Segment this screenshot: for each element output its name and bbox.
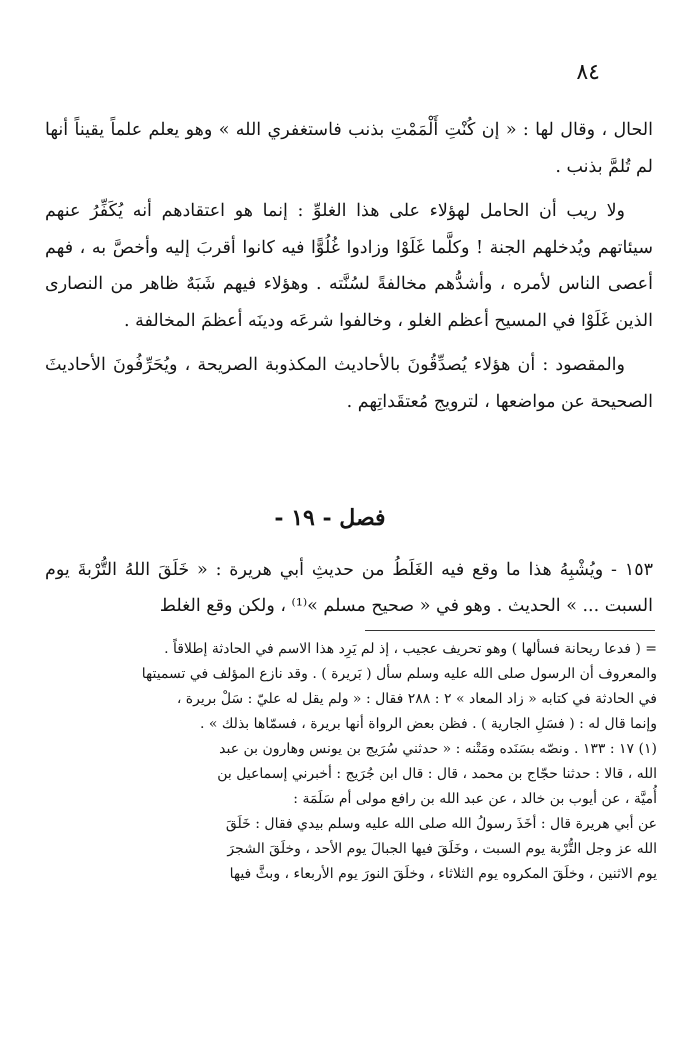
footnotes: [45, 637, 657, 887]
footnote-line: أُميَّة ، عن أيوب بن خالد ، عن عبد الله بن رافع مولى أم سَلَمَة :: [293, 791, 657, 807]
footnote-line: = ( فدعا ريحانة فسألها ) وهو تحريف عجيب ، إذ لم يَرِد هذا الاسم في الحادثة إطلاقاً .: [164, 641, 657, 657]
footnote-divider: [365, 630, 655, 631]
paragraph: ١٥٣ - ويُشْبِهُ هذا ما وقع فيه الغَلَطُ من حديثِ أبي هريرة : « خَلَقَ اللهُ التُّرْبةَ يوم السبت ... » الحديث . وهو في « صحيح مسلم »⁽¹⁾ ، ولكن وقع الغلط: [45, 560, 653, 616]
footnote-line: الله ، قالا : حدثنا حجّاج بن محمد ، قال : قال ابن جُرَيج : أخبرني إسماعيل بن: [217, 766, 657, 782]
footnote-line: يوم الاثنين ، وخلَقَ المكروه يوم الثلاثاء ، وخلَقَ النورَ يوم الأربعاء ، وبثَّ فيها: [229, 866, 657, 882]
footnote-line: وإنما قال له : ( فسَلِ الجارية ) . فظن بعض الرواة أنها بريرة ، فسمّاها بذلك » .: [199, 716, 657, 732]
footnote-line: (١) ١٧ : ١٣٣ . ونصّه بسَنَده ومَتْنه : « حدثني سُرَيج بن يونس وهارون بن عبد: [219, 741, 657, 757]
page-number: ٨٤: [576, 60, 600, 85]
paragraph: ولا ريب أن الحامل لهؤلاء على هذا الغلوِّ : إنما هو اعتقادهم أنه يُكَفِّرُ عنهم سيئاتهم ويُدخلهم الجنة ! وكلَّما غَلَوْا وزادوا غُلُوًّا فيه كانوا أقربَ إليه وأخصَّ به ، فهم أعصى الناس لأمره ، وأشدُّهم مخالفةً لسُنَّته . وهؤلاء فيهم شَبَهٌ ظاهر من النصارى الذين غَلَوْا في المسيح أعظم الغلو ، وخالفوا شرعَه ودينَه أعظمَ المخالفة .: [45, 201, 653, 331]
section-heading: فصل - ١٩ -: [274, 505, 386, 531]
paragraph: والمقصود : أن هؤلاء يُصدِّقُونَ بالأحاديث المكذوبة الصريحة ، ويُحَرِّفُونَ الأحاديثَ الصحيحة عن مواضعها ، لترويج مُعتقَداتِهم .: [45, 355, 653, 412]
hadith-paragraph: [45, 552, 653, 624]
footnote-line: عن أبي هريرة قال : أخَذَ رسولُ الله صلى الله عليه وسلم بيدي فقال : خَلَقَ: [225, 816, 657, 832]
main-text: [45, 112, 653, 428]
footnote-line: في الحادثة في كتابه « زاد المعاد » ٢ : ٢٨٨ فقال : « ولم يقل له عليّ : سَلْ بريرة ،: [176, 691, 657, 707]
paragraph: الحال ، وقال لها : « إن كُنْتِ أَلْمَمْتِ بذنب فاستغفري الله » وهو يعلم علماً يقيناً أنها لم تُلمَّ بذنب .: [45, 120, 653, 177]
footnote-line: الله عز وجل التُّرْبة يوم السبت ، وخَلَقَ فيها الجبالَ يوم الأحد ، وخلَقَ الشجرَ: [227, 841, 657, 857]
footnote-line: والمعروف أن الرسول صلى الله عليه وسلم سأل ( بَريرة ) . وقد نازع المؤلف في تسميتها: [141, 666, 657, 682]
